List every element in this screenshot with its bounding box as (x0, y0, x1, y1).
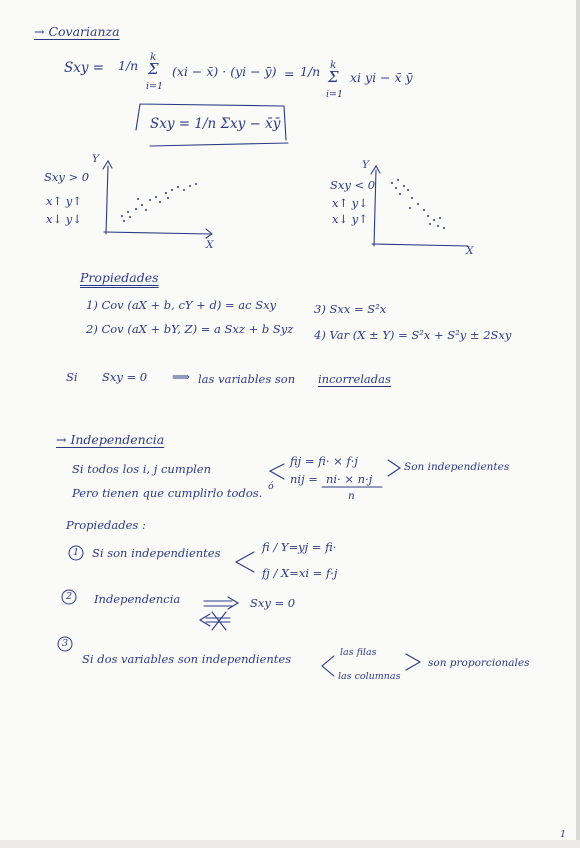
prop1-text: Si son independientes (92, 546, 221, 560)
independence-line2: Pero tienen que cumplirlo todos. (72, 486, 263, 500)
formula-eq: = (284, 66, 295, 81)
independence-cond-a: fij = fi· × f·j (290, 454, 358, 468)
scatter-negative-points (391, 179, 445, 229)
si-text: las variables son (198, 372, 296, 386)
graph-positive-y-axis (106, 166, 108, 234)
page-edge-shadow (576, 0, 580, 848)
property-4: 4) Var (X ± Y) = S²x + S²y ± 2Sxy (314, 328, 512, 342)
bracket-prop1 (236, 552, 254, 572)
independence-title: → Independencia (56, 432, 165, 447)
graph-positive-cond1: Sxy > 0 (44, 170, 90, 184)
si-prefix: Si (66, 370, 78, 384)
graph-positive-x-label: X (206, 239, 214, 251)
property-2: 2) Cov (aX + bY, Z) = a Sxz + b Syz (86, 322, 294, 336)
bracket-left (270, 464, 284, 479)
independence-props-title: Propiedades : (66, 518, 146, 532)
si-arrow: ⟹ (172, 369, 190, 384)
prop3-filas: las filas (340, 647, 377, 658)
bracket-prop3-right (406, 654, 420, 670)
prop1-b: fj / X=xi = f·j (262, 566, 338, 580)
prop3-result: son proporcionales (428, 657, 530, 669)
prop1-number: 1 (73, 547, 80, 558)
graph-positive-y-label: Y (92, 153, 99, 165)
formula-sum2-bot: i=1 (326, 89, 344, 100)
negated-arrow (200, 612, 230, 630)
bracket-prop3-left (322, 656, 334, 676)
formula-frac2: 1/n (300, 64, 321, 79)
si-incorreladas: incorreladas (318, 372, 391, 386)
graph-negative-cond1: Sxy < 0 (330, 178, 376, 192)
covariance-title: → Covarianza (34, 24, 120, 39)
independence-result: Son independientes (404, 461, 510, 473)
scatter-positive-points (121, 183, 197, 222)
graph-negative-x-axis (372, 244, 468, 246)
properties-title: Propiedades (80, 270, 159, 285)
formula-lhs: Sxy = (64, 60, 105, 76)
graph-negative-cond2: x↑ y↓ (332, 196, 368, 210)
prop3-number: 3 (62, 638, 69, 649)
graph-positive-x-axis (104, 232, 210, 234)
bracket-right (388, 460, 400, 476)
graph-positive-cond3: x↓ y↓ (46, 212, 82, 226)
graph-negative-x-label: X (466, 245, 474, 257)
formula-sum-bot: i=1 (146, 81, 164, 92)
prop2-number: 2 (66, 591, 73, 602)
prop2-text: Independencia (94, 592, 181, 606)
formula-frac1: 1/n (118, 58, 139, 73)
prop1-a: fi / Y=yj = fi· (262, 540, 337, 554)
page-number: 1 (560, 829, 567, 840)
formula-sum2: Σ (328, 68, 339, 86)
graph-negative-cond3: x↓ y↑ (332, 212, 368, 226)
formula-sum1: Σ (148, 60, 159, 78)
property-3: 3) Sxx = S²x (314, 302, 387, 316)
formula-terms2: xi yi − x̄ ȳ (350, 70, 413, 85)
si-condition: Sxy = 0 (102, 370, 148, 384)
prop3-columnas: las columnas (338, 671, 401, 682)
formula-sum-top: k (150, 51, 157, 63)
property-1: 1) Cov (aX + b, cY + d) = ac Sxy (86, 298, 277, 312)
page-bottom-edge (0, 840, 580, 848)
graph-positive-cond2: x↑ y↑ (46, 194, 82, 208)
independence-cond-b-num: ni· × n·j (326, 472, 373, 486)
formula-sum2-top: k (330, 59, 337, 71)
formula-terms: (xi − x̄) · (yi − ȳ) (172, 64, 277, 79)
independence-cond-b-den: n (348, 490, 355, 502)
prop3-text: Si dos variables son independientes (82, 652, 292, 666)
boxed-formula: Sxy = 1/n Σxy − x̄ȳ (150, 116, 281, 132)
independence-condition-text: Si todos los i, j cumplen (72, 462, 211, 476)
independence-or: ó (268, 481, 274, 492)
graph-negative-y-label: Y (362, 159, 369, 171)
prop2-result: Sxy = 0 (250, 596, 296, 610)
implies-arrow (204, 597, 238, 609)
independence-cond-b-lhs: nij = (290, 472, 318, 486)
